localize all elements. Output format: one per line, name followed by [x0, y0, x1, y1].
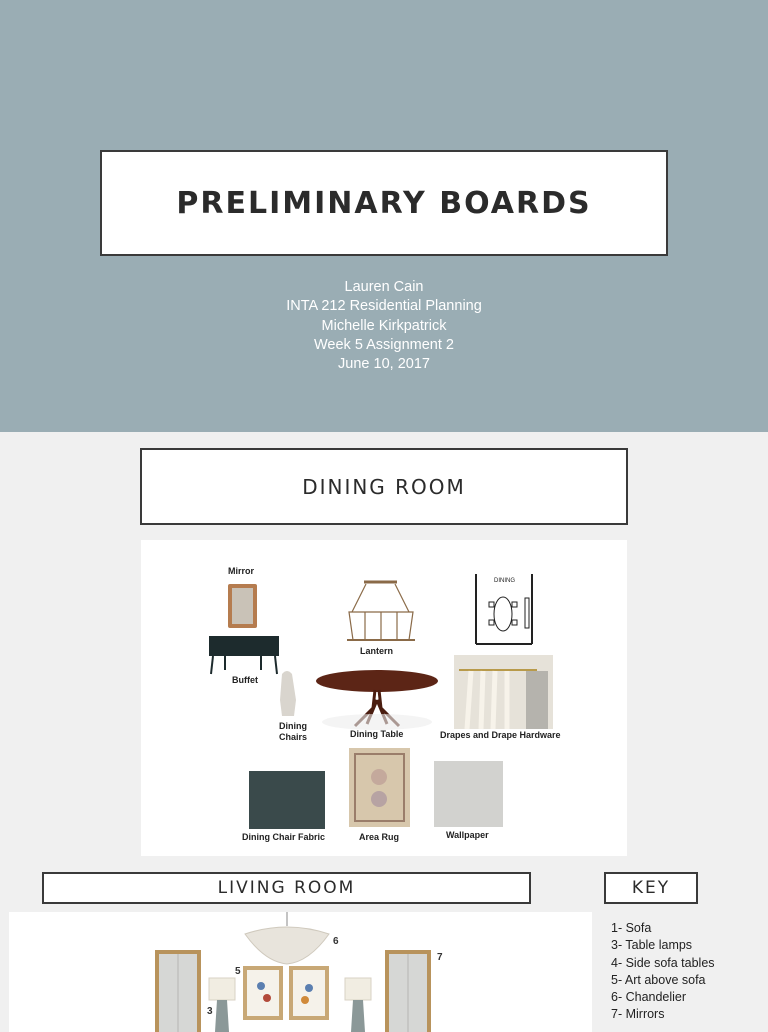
mirror-label: Mirror	[228, 566, 255, 576]
key-item: 3- Table lamps	[611, 938, 693, 953]
number-5: 5	[235, 966, 241, 977]
mirror-right-image	[385, 950, 431, 1032]
dining-mood-board	[141, 540, 627, 856]
chairs-label-line1: Dining	[279, 721, 307, 731]
table-label: Dining Table	[350, 729, 404, 739]
key-heading-box	[604, 872, 698, 904]
wallpaper-label: Wallpaper	[446, 830, 489, 840]
buffet-label: Buffet	[232, 675, 258, 685]
living-room-heading-box	[42, 872, 531, 904]
living-room-heading: LIVING ROOM	[217, 878, 356, 898]
rug-label: Area Rug	[359, 832, 400, 842]
author-name: Lauren Cain	[344, 279, 424, 295]
course-name: INTA 212 Residential Planning	[286, 298, 482, 315]
key-item: 1- Sofa	[611, 921, 652, 935]
assignment-name: Week 5 Assignment 2	[314, 336, 454, 353]
key-item: 6- Chandelier	[611, 990, 687, 1005]
number-7: 7	[437, 952, 443, 963]
key-list	[611, 920, 715, 1024]
dining-board-illustrations	[141, 540, 627, 856]
key-item: 4- Side sofa tables	[611, 955, 715, 970]
title-slide	[0, 0, 768, 432]
key-heading: KEY	[631, 878, 671, 898]
chairs-label-line2: Chairs	[279, 732, 308, 742]
wallpaper-image	[434, 761, 503, 827]
instructor-name: Michelle Kirkpatrick	[321, 317, 447, 334]
page-title: PRELIMINARY BOARDS	[176, 185, 592, 221]
art-right-image	[289, 966, 329, 1020]
living-mood-board	[9, 912, 592, 1032]
mirror-left-image	[155, 950, 201, 1032]
art-left-image	[243, 966, 283, 1020]
plan-label: DINING	[494, 578, 515, 584]
subtitle-block	[0, 278, 768, 374]
number-6: 6	[333, 936, 339, 947]
key-item: 5- Art above sofa	[611, 972, 706, 987]
living-room-slide	[0, 866, 768, 1024]
drapes-label: Drapes and Drape Hardware	[440, 730, 561, 740]
area-rug-image	[349, 748, 410, 827]
living-board-illustrations	[9, 912, 592, 1032]
dining-room-heading: DINING ROOM	[302, 474, 466, 499]
dining-room-slide	[0, 432, 768, 865]
chair-fabric-image	[249, 771, 325, 829]
lantern-label: Lantern	[360, 646, 394, 656]
dining-chair-image	[280, 671, 296, 716]
title-box	[100, 150, 668, 256]
dining-table-image	[316, 670, 438, 730]
date-text: June 10, 2017	[338, 356, 430, 373]
lantern-image	[347, 582, 415, 640]
dining-plan-image	[476, 574, 532, 644]
drapes-image	[454, 655, 553, 729]
fabric-label: Dining Chair Fabric	[242, 832, 326, 842]
number-3: 3	[207, 1006, 213, 1017]
dining-room-heading-box	[140, 448, 628, 525]
mirror-image	[228, 584, 257, 628]
chandelier-image	[245, 912, 329, 964]
buffet-image	[209, 636, 279, 674]
key-item: 7- Mirrors	[611, 1007, 665, 1022]
